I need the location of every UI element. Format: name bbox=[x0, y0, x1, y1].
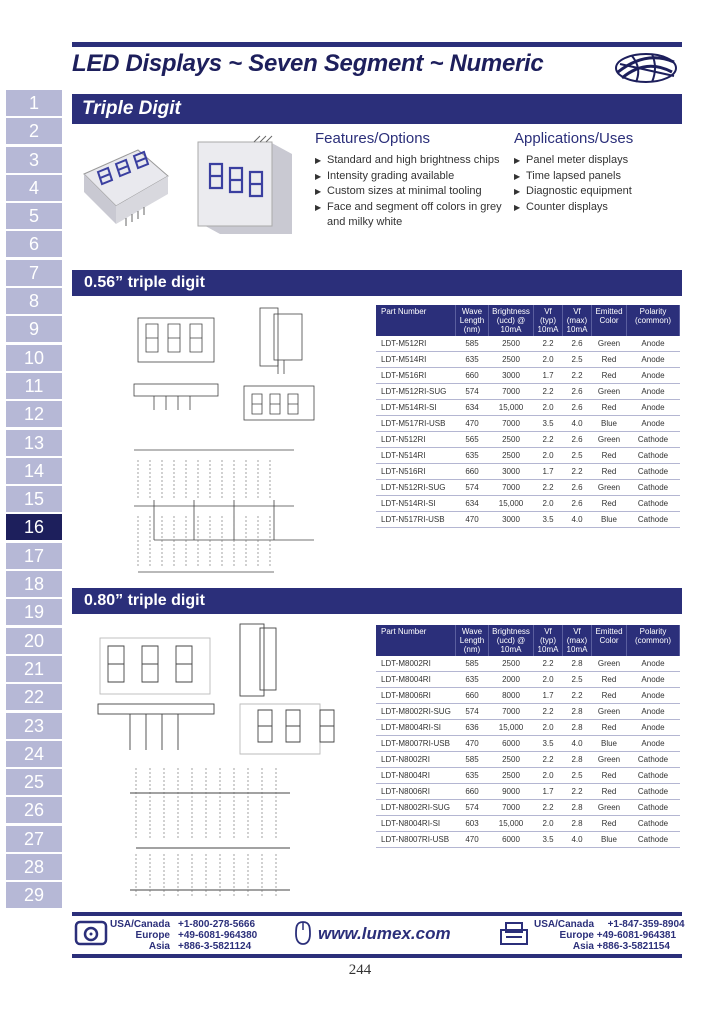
features-list bbox=[315, 153, 505, 231]
features-block bbox=[315, 130, 505, 231]
table-cell: 635 bbox=[456, 672, 489, 688]
table-cell: LDT-N516RI bbox=[376, 464, 456, 480]
table-cell: Anode bbox=[627, 400, 680, 416]
table-cell: 2.2 bbox=[563, 368, 592, 384]
table-cell: 3.5 bbox=[534, 736, 563, 752]
table-cell: Red bbox=[592, 464, 627, 480]
col-polarity: Polarity (common) bbox=[627, 625, 680, 656]
table-cell: Red bbox=[592, 496, 627, 512]
table-row bbox=[376, 480, 680, 496]
table-cell: 2.6 bbox=[563, 480, 592, 496]
table-cell: 565 bbox=[456, 432, 489, 448]
table-cell: 7000 bbox=[489, 480, 534, 496]
spec-table-056 bbox=[376, 305, 680, 528]
list-item: ▶ Custom sizes at minimal tooling bbox=[315, 184, 505, 200]
table-cell: Green bbox=[592, 384, 627, 400]
table-cell: Anode bbox=[627, 736, 680, 752]
section-title: Triple Digit bbox=[72, 94, 682, 124]
list-item: ▶ Standard and high brightness chips bbox=[315, 153, 505, 169]
table-cell: LDT-N8007RI-USB bbox=[376, 832, 456, 848]
tab-20[interactable]: 20 bbox=[6, 628, 62, 654]
table-cell: 2.5 bbox=[563, 672, 592, 688]
table-row bbox=[376, 736, 680, 752]
drawing-080 bbox=[90, 618, 376, 908]
table-row bbox=[376, 800, 680, 816]
list-item: ▶ Diagnostic equipment bbox=[514, 184, 684, 200]
table-cell: 4.0 bbox=[563, 736, 592, 752]
list-item: ▶ Time lapsed panels bbox=[514, 169, 684, 185]
table-cell: 2.0 bbox=[534, 448, 563, 464]
table-cell: 4.0 bbox=[563, 416, 592, 432]
table-row bbox=[376, 512, 680, 528]
section-056-title: 0.56” triple digit bbox=[72, 270, 682, 296]
table-cell: Blue bbox=[592, 832, 627, 848]
table-cell: Red bbox=[592, 352, 627, 368]
table-cell: 3.5 bbox=[534, 512, 563, 528]
tab-29[interactable]: 29 bbox=[6, 882, 62, 908]
table-cell: 660 bbox=[456, 368, 489, 384]
table-cell: Green bbox=[592, 656, 627, 672]
table-cell: 2.0 bbox=[534, 720, 563, 736]
phone-row: USA/Canada +1-800-278-5666 bbox=[109, 919, 256, 930]
phone-icon bbox=[74, 920, 108, 946]
phone-contacts bbox=[108, 919, 257, 952]
table-cell: Blue bbox=[592, 736, 627, 752]
table-cell: 7000 bbox=[489, 384, 534, 400]
table-cell: 2.2 bbox=[534, 656, 563, 672]
table-cell: 2.8 bbox=[563, 720, 592, 736]
table-cell: 2.8 bbox=[563, 816, 592, 832]
table-cell: 2.2 bbox=[534, 800, 563, 816]
table-cell: LDT-M517RI-USB bbox=[376, 416, 456, 432]
section-080-title: 0.80” triple digit bbox=[72, 588, 682, 614]
applications-heading: Applications/Uses bbox=[514, 130, 634, 147]
table-cell: 2.0 bbox=[534, 352, 563, 368]
table-cell: 1.7 bbox=[534, 688, 563, 704]
phone-row: Europe +49-6081-964380 bbox=[135, 930, 258, 941]
table-cell: 1.7 bbox=[534, 368, 563, 384]
table-cell: LDT-M8002RI-SUG bbox=[376, 704, 456, 720]
table-cell: Anode bbox=[627, 336, 680, 352]
table-cell: 2.0 bbox=[534, 672, 563, 688]
table-cell: 2.2 bbox=[534, 480, 563, 496]
table-cell: Cathode bbox=[627, 480, 680, 496]
table-cell: LDT-M514RI bbox=[376, 352, 456, 368]
tab-26[interactable]: 26 bbox=[6, 797, 62, 823]
table-cell: LDT-N514RI-SI bbox=[376, 496, 456, 512]
table-cell: 2000 bbox=[489, 672, 534, 688]
table-cell: Red bbox=[592, 672, 627, 688]
table-cell: Anode bbox=[627, 656, 680, 672]
tab-25[interactable]: 25 bbox=[6, 769, 62, 795]
table-cell: 2.5 bbox=[563, 448, 592, 464]
table-row bbox=[376, 400, 680, 416]
col-wavelength: Wave Length (nm) bbox=[456, 305, 489, 336]
table-cell: 2500 bbox=[489, 432, 534, 448]
table-cell: 2.2 bbox=[563, 464, 592, 480]
table-cell: 634 bbox=[456, 400, 489, 416]
phone-row: Asia +886-3-5821124 bbox=[148, 941, 252, 952]
tab-9[interactable]: 9 bbox=[6, 316, 62, 342]
table-row bbox=[376, 352, 680, 368]
col-vf-typ: Vf (typ) 10mA bbox=[534, 305, 563, 336]
tab-3[interactable]: 3 bbox=[6, 147, 62, 173]
table-cell: Red bbox=[592, 784, 627, 800]
footer-rule-bottom bbox=[72, 954, 682, 958]
table-cell: 2500 bbox=[489, 656, 534, 672]
tab-12[interactable]: 12 bbox=[6, 401, 62, 427]
tab-4[interactable]: 4 bbox=[6, 175, 62, 201]
table-cell: Green bbox=[592, 336, 627, 352]
table-cell: Anode bbox=[627, 416, 680, 432]
table-cell: 2.8 bbox=[563, 752, 592, 768]
table-cell: 3.5 bbox=[534, 832, 563, 848]
table-cell: 2.0 bbox=[534, 768, 563, 784]
table-cell: LDT-N514RI bbox=[376, 448, 456, 464]
section-tabs bbox=[6, 90, 62, 911]
features-heading: Features/Options bbox=[315, 130, 431, 147]
table-cell: Red bbox=[592, 400, 627, 416]
table-cell: Red bbox=[592, 768, 627, 784]
list-item: ▶ Counter displays bbox=[514, 200, 684, 216]
tab-16[interactable]: 16 bbox=[6, 514, 62, 540]
col-color: Emitted Color bbox=[592, 625, 627, 656]
table-cell: Anode bbox=[627, 720, 680, 736]
table-cell: 660 bbox=[456, 784, 489, 800]
table-cell: LDT-N512RI bbox=[376, 432, 456, 448]
table-cell: 15,000 bbox=[489, 496, 534, 512]
table-cell: 2500 bbox=[489, 336, 534, 352]
table-cell: 1.7 bbox=[534, 464, 563, 480]
table-cell: 660 bbox=[456, 464, 489, 480]
table-cell: 3000 bbox=[489, 368, 534, 384]
table-cell: LDT-N8004RI-SI bbox=[376, 816, 456, 832]
table-cell: 660 bbox=[456, 688, 489, 704]
table-cell: 574 bbox=[456, 704, 489, 720]
table-cell: LDT-M8004RI-SI bbox=[376, 720, 456, 736]
table-cell: 6000 bbox=[489, 736, 534, 752]
table-cell: Blue bbox=[592, 416, 627, 432]
table-cell: Blue bbox=[592, 512, 627, 528]
table-cell: Red bbox=[592, 368, 627, 384]
table-row bbox=[376, 416, 680, 432]
table-cell: 2.6 bbox=[563, 336, 592, 352]
col-wavelength: Wave Length (nm) bbox=[456, 625, 489, 656]
table-cell: 585 bbox=[456, 336, 489, 352]
fax-icon bbox=[498, 920, 530, 946]
mouse-icon bbox=[292, 920, 314, 946]
tab-13[interactable]: 13 bbox=[6, 430, 62, 456]
col-polarity: Polarity (common) bbox=[627, 305, 680, 336]
table-cell: 3.5 bbox=[534, 416, 563, 432]
table-cell: LDT-N8006RI bbox=[376, 784, 456, 800]
table-cell: Anode bbox=[627, 704, 680, 720]
tab-19[interactable]: 19 bbox=[6, 599, 62, 625]
table-row bbox=[376, 704, 680, 720]
table-row bbox=[376, 688, 680, 704]
table-cell: LDT-M8002RI bbox=[376, 656, 456, 672]
table-cell: 3000 bbox=[489, 512, 534, 528]
tab-14[interactable]: 14 bbox=[6, 458, 62, 484]
table-cell: Cathode bbox=[627, 464, 680, 480]
spec-table-080 bbox=[376, 625, 680, 848]
table-cell: 9000 bbox=[489, 784, 534, 800]
table-cell: Anode bbox=[627, 368, 680, 384]
table-cell: Cathode bbox=[627, 752, 680, 768]
col-vf-max: Vf (max) 10mA bbox=[563, 305, 592, 336]
table-cell: Red bbox=[592, 688, 627, 704]
table-row bbox=[376, 336, 680, 352]
table-cell: Cathode bbox=[627, 448, 680, 464]
table-row bbox=[376, 432, 680, 448]
col-vf-typ: Vf (typ) 10mA bbox=[534, 625, 563, 656]
table-cell: 2.0 bbox=[534, 400, 563, 416]
table-cell: LDT-N512RI-SUG bbox=[376, 480, 456, 496]
table-row bbox=[376, 672, 680, 688]
table-cell: 2.6 bbox=[563, 432, 592, 448]
table-cell: 470 bbox=[456, 512, 489, 528]
applications-block bbox=[514, 130, 684, 215]
table-cell: Cathode bbox=[627, 768, 680, 784]
table-cell: Cathode bbox=[627, 832, 680, 848]
table-cell: 2.2 bbox=[534, 704, 563, 720]
table-cell: 2.5 bbox=[563, 768, 592, 784]
tab-10[interactable]: 10 bbox=[6, 345, 62, 371]
footer-rule-top bbox=[72, 912, 682, 916]
tab-27[interactable]: 27 bbox=[6, 826, 62, 852]
tab-23[interactable]: 23 bbox=[6, 713, 62, 739]
table-row bbox=[376, 384, 680, 400]
table-cell: 3000 bbox=[489, 464, 534, 480]
fax-row: Europe +49-6081-964381 bbox=[559, 930, 677, 941]
tab-17[interactable]: 17 bbox=[6, 543, 62, 569]
list-item: ▶ Face and segment off colors in grey and milky white bbox=[315, 200, 505, 231]
table-cell: 2500 bbox=[489, 448, 534, 464]
tab-21[interactable]: 21 bbox=[6, 656, 62, 682]
page-title: LED Displays ~ Seven Segment ~ Numeric bbox=[72, 50, 544, 77]
table-cell: Green bbox=[592, 432, 627, 448]
table-cell: 470 bbox=[456, 832, 489, 848]
website-link[interactable]: www.lumex.com bbox=[318, 924, 451, 943]
table-cell: 2.2 bbox=[534, 432, 563, 448]
table-cell: Anode bbox=[627, 688, 680, 704]
table-cell: Red bbox=[592, 720, 627, 736]
tab-7[interactable]: 7 bbox=[6, 260, 62, 286]
table-cell: 585 bbox=[456, 656, 489, 672]
table-cell: Green bbox=[592, 752, 627, 768]
table-cell: Green bbox=[592, 480, 627, 496]
tab-11[interactable]: 11 bbox=[6, 373, 62, 399]
tab-18[interactable]: 18 bbox=[6, 571, 62, 597]
table-cell: LDT-N8002RI bbox=[376, 752, 456, 768]
table-cell: Green bbox=[592, 704, 627, 720]
product-photo-2 bbox=[194, 134, 300, 240]
table-cell: 2.6 bbox=[563, 384, 592, 400]
table-row bbox=[376, 784, 680, 800]
table-cell: 574 bbox=[456, 800, 489, 816]
table-cell: 7000 bbox=[489, 704, 534, 720]
table-cell: 635 bbox=[456, 448, 489, 464]
table-cell: Cathode bbox=[627, 784, 680, 800]
table-cell: LDT-N8002RI-SUG bbox=[376, 800, 456, 816]
table-cell: 4.0 bbox=[563, 512, 592, 528]
table-row bbox=[376, 752, 680, 768]
table-cell: Anode bbox=[627, 352, 680, 368]
table-cell: 574 bbox=[456, 384, 489, 400]
table-cell: Cathode bbox=[627, 512, 680, 528]
table-cell: 8000 bbox=[489, 688, 534, 704]
table-cell: Cathode bbox=[627, 800, 680, 816]
table-row bbox=[376, 496, 680, 512]
table-cell: Anode bbox=[627, 672, 680, 688]
table-row bbox=[376, 816, 680, 832]
table-cell: 15,000 bbox=[489, 816, 534, 832]
tab-28[interactable]: 28 bbox=[6, 854, 62, 880]
table-cell: 1.7 bbox=[534, 784, 563, 800]
table-row bbox=[376, 656, 680, 672]
tab-8[interactable]: 8 bbox=[6, 288, 62, 314]
table-cell: 7000 bbox=[489, 416, 534, 432]
table-cell: LDT-N8004RI bbox=[376, 768, 456, 784]
tab-6[interactable]: 6 bbox=[6, 231, 62, 257]
applications-list bbox=[514, 153, 684, 215]
table-cell: Anode bbox=[627, 384, 680, 400]
table-cell: 2.2 bbox=[534, 752, 563, 768]
table-cell: 635 bbox=[456, 768, 489, 784]
tab-2[interactable]: 2 bbox=[6, 118, 62, 144]
table-row bbox=[376, 768, 680, 784]
lumex-globe-logo bbox=[612, 48, 680, 84]
page-number: 244 bbox=[348, 962, 372, 978]
fax-row: Asia +886-3-5821154 bbox=[572, 941, 670, 952]
product-photo-1 bbox=[76, 134, 176, 228]
col-vf-max: Vf (max) 10mA bbox=[563, 625, 592, 656]
table-row bbox=[376, 448, 680, 464]
col-brightness: Brightness (ucd) @ 10mA bbox=[489, 625, 534, 656]
table-cell: 2500 bbox=[489, 352, 534, 368]
table-cell: LDT-N517RI-USB bbox=[376, 512, 456, 528]
table-cell: 636 bbox=[456, 720, 489, 736]
table-cell: 2.2 bbox=[563, 688, 592, 704]
tab-5[interactable]: 5 bbox=[6, 203, 62, 229]
table-cell: LDT-M516RI bbox=[376, 368, 456, 384]
table-cell: 574 bbox=[456, 480, 489, 496]
table-cell: 470 bbox=[456, 736, 489, 752]
table-cell: 15,000 bbox=[489, 720, 534, 736]
table-cell: Cathode bbox=[627, 816, 680, 832]
table-cell: 2500 bbox=[489, 768, 534, 784]
table-cell: 2.2 bbox=[534, 336, 563, 352]
table-cell: 6000 bbox=[489, 832, 534, 848]
table-cell: 603 bbox=[456, 816, 489, 832]
table-cell: 2.8 bbox=[563, 704, 592, 720]
table-cell: LDT-M8006RI bbox=[376, 688, 456, 704]
table-cell: 2.6 bbox=[563, 400, 592, 416]
table-cell: 2.0 bbox=[534, 816, 563, 832]
tab-24[interactable]: 24 bbox=[6, 741, 62, 767]
table-cell: 2.5 bbox=[563, 352, 592, 368]
table-cell: 470 bbox=[456, 416, 489, 432]
table-cell: Green bbox=[592, 800, 627, 816]
drawing-056 bbox=[124, 300, 376, 585]
table-cell: 2.2 bbox=[534, 384, 563, 400]
table-row bbox=[376, 832, 680, 848]
fax-row: USA/Canada +1-847-359-8904 bbox=[534, 919, 685, 930]
table-cell: Cathode bbox=[627, 496, 680, 512]
table-cell: LDT-M514RI-SI bbox=[376, 400, 456, 416]
table-cell: 634 bbox=[456, 496, 489, 512]
tab-22[interactable]: 22 bbox=[6, 684, 62, 710]
table-row bbox=[376, 720, 680, 736]
table-cell: 635 bbox=[456, 352, 489, 368]
table-cell: 15,000 bbox=[489, 400, 534, 416]
table-cell: 2.8 bbox=[563, 800, 592, 816]
table-cell: LDT-M8004RI bbox=[376, 672, 456, 688]
tab-1[interactable]: 1 bbox=[6, 90, 62, 116]
table-cell: 2.6 bbox=[563, 496, 592, 512]
col-part-number: Part Number bbox=[376, 305, 456, 336]
table-cell: 2.2 bbox=[563, 784, 592, 800]
header-rule bbox=[72, 42, 682, 47]
table-cell: 4.0 bbox=[563, 832, 592, 848]
col-color: Emitted Color bbox=[592, 305, 627, 336]
table-cell: 2.0 bbox=[534, 496, 563, 512]
tab-15[interactable]: 15 bbox=[6, 486, 62, 512]
list-item: ▶ Panel meter displays bbox=[514, 153, 684, 169]
table-cell: LDT-M512RI bbox=[376, 336, 456, 352]
list-item: ▶ Intensity grading available bbox=[315, 169, 505, 185]
fax-contacts bbox=[534, 919, 685, 952]
table-row bbox=[376, 368, 680, 384]
col-part-number: Part Number bbox=[376, 625, 456, 656]
col-brightness: Brightness (ucd) @ 10mA bbox=[489, 305, 534, 336]
table-cell: Red bbox=[592, 816, 627, 832]
table-cell: Red bbox=[592, 448, 627, 464]
table-cell: 7000 bbox=[489, 800, 534, 816]
table-row bbox=[376, 464, 680, 480]
table-cell: 585 bbox=[456, 752, 489, 768]
table-cell: LDT-M512RI-SUG bbox=[376, 384, 456, 400]
table-cell: 2500 bbox=[489, 752, 534, 768]
table-cell: 2.8 bbox=[563, 656, 592, 672]
table-cell: LDT-M8007RI-USB bbox=[376, 736, 456, 752]
table-cell: Cathode bbox=[627, 432, 680, 448]
